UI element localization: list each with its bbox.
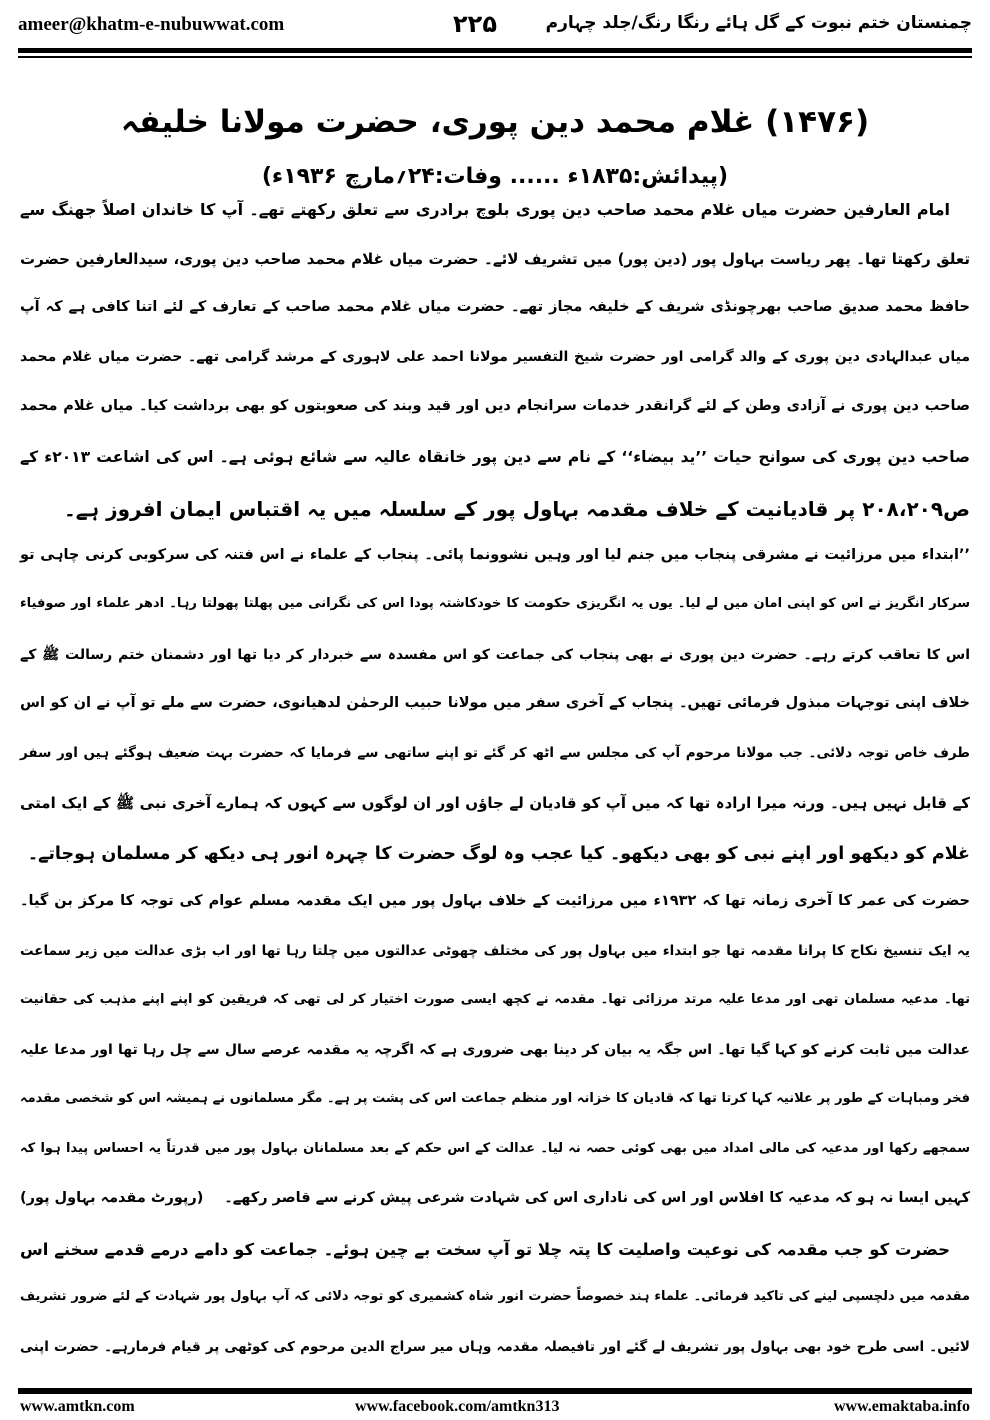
text-line: لائیں۔ اسی طرح خود بھی بہاول پور تشریف لے گئے اور تافیصلہ مقدمہ وہاں میر سراج الدین مرحوم کی کوٹھی پر قیام فرمارہے۔ حضرت اپنی bbox=[20, 1338, 970, 1355]
article-title: (۱۴۷۶) غلام محمد دین پوری، حضرت مولانا خلیفہ bbox=[120, 104, 870, 140]
text-line: سمجھے رکھا اور مدعیہ کی مالی امداد میں بھی کوئی حصہ نہ لیا۔ عدالت کے اس حکم کے بعد مسلمانان بہاول پور میں قدرتاً یہ احساس پیدا ہوا کہ bbox=[20, 1140, 970, 1156]
footer-link-facebook[interactable]: www.facebook.com/amtkn313 bbox=[355, 1398, 560, 1415]
article-dates: (پیدائش:۱۸۳۵ء ...... وفات:۲۴؍مارچ ۱۹۳۶ء) bbox=[261, 164, 729, 189]
text-line: حضرت کی عمر کا آخری زمانہ تھا کہ ۱۹۳۲ء میں مرزائیت کے خلاف بہاول پور میں ایک مقدمہ مسلم عوام کی توجہ کا مرکز بن گیا۔ bbox=[20, 893, 970, 909]
text-line: مقدمہ میں دلچسپی لینے کی تاکید فرمائی۔ علماء ہند خصوصاً حضرت انور شاہ کشمیری کو توجہ دلائی کہ آپ بہاول پور شہادت کے لئے ضرور تشریف bbox=[20, 1289, 970, 1304]
text-line: میاں عبدالہادی دین پوری کے والد گرامی اور حضرت شیخ التفسیر مولانا احمد علی لاہوری کے مرشد گرامی تھے۔ حضرت میاں غلام محمد bbox=[20, 348, 970, 365]
text-line-with-citation bbox=[20, 1190, 970, 1240]
text-line: تھا۔ مدعیہ مسلمان تھی اور مدعا علیہ مرتد مرزائی تھا۔ مقدمہ نے کچھ ایسی صورت اختیار کر لی تھی کہ فریقین کو اپنے اپنے مذہب کی حقانیت bbox=[20, 992, 970, 1007]
text-line: سرکار انگریز نے اس کو اپنی امان میں لے لیا۔ یوں یہ انگریزی حکومت کا خودکاشتہ پودا اس کی نگرانی میں پھلتا پھولتا رہا۔ ادھر علماء اور صوفیاء bbox=[20, 596, 970, 611]
header-email: ameer@khatm-e-nubuwwat.com bbox=[18, 14, 285, 35]
text-line: فخر ومباہات کے طور پر علانیہ کہا کرتا تھا کہ قادیان کا خزانہ اور منظم جماعت اس کی پشت پر ہے۔ مگر مسلمانوں نے ہمیشہ اس کو شخصی مقدمہ bbox=[20, 1091, 970, 1106]
text-line: غلام کو دیکھو اور اپنے نبی کو بھی دیکھو۔ کیا عجب وہ لوگ حضرت کا چہرہ انور ہی دیکھ کر مسلمان ہوجاتے۔ bbox=[27, 843, 970, 864]
text-line: طرف خاص توجہ دلائی۔ جب مولانا مرحوم آپ کی مجلس سے اٹھ کر گئے تو اپنے ساتھی سے فرمایا کہ حضرت بہت ضعیف ہوگئے ہیں اور سفر bbox=[20, 744, 970, 761]
footer-link-emaktaba[interactable]: www.emaktaba.info bbox=[833, 1398, 970, 1415]
text-line: اس کا تعاقب کرتے رہے۔ حضرت دین پوری نے بھی پنجاب کی جماعت کو اس مفسدہ سے خبردار کر دیا تھا اور دشمنان ختم رسالت ﷺ کے bbox=[20, 646, 970, 663]
text-line: کہیں ایسا نہ ہو کہ مدعیہ کا افلاس اور اس کی ناداری اس کی شہادت شرعی پیش کرنے سے قاصر رکھے۔ bbox=[224, 1190, 970, 1206]
text-line: عدالت میں ثابت کرنے کو کہا گیا تھا۔ اس جگہ یہ بیان کر دینا بھی ضروری ہے کہ اگرچہ یہ مقدمہ عرصے سال سے چل رہا تھا اور مدعا علیہ bbox=[20, 1041, 970, 1058]
article-body bbox=[20, 200, 970, 1388]
footer-rule bbox=[18, 1388, 972, 1394]
page-number: ۲۲۵ bbox=[453, 10, 497, 38]
page-header bbox=[0, 10, 990, 44]
text-line: صاحب دین پوری نے آزادی وطن کے لئے گرانقدر خدمات سرانجام دیں اور قید وبند کی صعوبتوں کو بھی برداشت کیا۔ میاں غلام محمد bbox=[20, 398, 970, 414]
header-rule-thick bbox=[18, 48, 972, 53]
header-rule-thin bbox=[18, 56, 972, 58]
citation: (رپورٹ مقدمہ بہاول پور) bbox=[20, 1190, 204, 1206]
text-line: امام العارفین حضرت میاں غلام محمد صاحب دین پوری بلوچ برادری سے تعلق رکھتے تھے۔ آپ کا خاندان اصلاً جھنگ سے bbox=[20, 200, 950, 219]
text-line: یہ ایک تنسیخ نکاح کا پرانا مقدمہ تھا جو ابتداء میں بہاول پور کی مختلف چھوٹی عدالتوں میں چلتا رہا تھا اور اب بڑی عدالت میں زیر سماعت bbox=[20, 942, 970, 959]
text-line: تعلق رکھتا تھا۔ پھر ریاست بہاول پور (دین پور) میں تشریف لائے۔ حضرت میاں غلام محمد صاحب دین پوری، سیدالعارفین حضرت bbox=[20, 249, 970, 268]
text-line: حافظ محمد صدیق صاحب بھرچونڈی شریف کے خلیفہ مجاز تھے۔ حضرت میاں غلام محمد صاحب کے تعارف کے لئے اتنا کافی ہے کہ آپ bbox=[20, 299, 970, 315]
text-line: ص۲۰۸،۲۰۹ پر قادیانیت کے خلاف مقدمہ بہاول پور کے سلسلہ میں یہ اقتباس ایمان افروز ہے۔ bbox=[63, 497, 970, 521]
text-line: صاحب دین پوری کی سوانح حیات ’’ید بیضاء‘‘ کے نام سے دین پور خانقاہ عالیہ سے شائع ہوئی ہے۔ اس کی اشاعت ۲۰۱۳ء کے bbox=[20, 447, 970, 466]
footer-link-amtkn[interactable]: www.amtkn.com bbox=[20, 1398, 135, 1415]
text-line: حضرت کو جب مقدمہ کی نوعیت واصلیت کا پتہ چلا تو آپ سخت بے چین ہوئے۔ جماعت کو دامے درمے قدمے سخنے اس bbox=[20, 1239, 950, 1259]
text-line: کے قابل نہیں ہیں۔ ورنہ میرا ارادہ تھا کہ میں آپ کو قادیان لے جاؤں اور ان لوگوں سے کہوں کہ ہمارے آخری نبی ﷺ کے ایک امتی bbox=[20, 794, 970, 812]
book-title: چمنستان ختم نبوت کے گل ہائے رنگا رنگ/جلد چہارم bbox=[545, 13, 972, 33]
text-line: خلاف اپنی توجہات مبذول فرمائی تھیں۔ پنجاب کے آخری سفر میں مولانا حبیب الرحمٰن لدھیانوی، حضرت سے ملے تو آپ نے ان کو اس bbox=[20, 695, 970, 711]
text-line: ’’ابتداء میں مرزائیت نے مشرقی پنجاب میں جنم لیا اور وہیں نشوونما پائی۔ پنجاب کے علماء نے اس فتنہ کی سرکوبی کرنی چاہی تو bbox=[20, 546, 970, 563]
